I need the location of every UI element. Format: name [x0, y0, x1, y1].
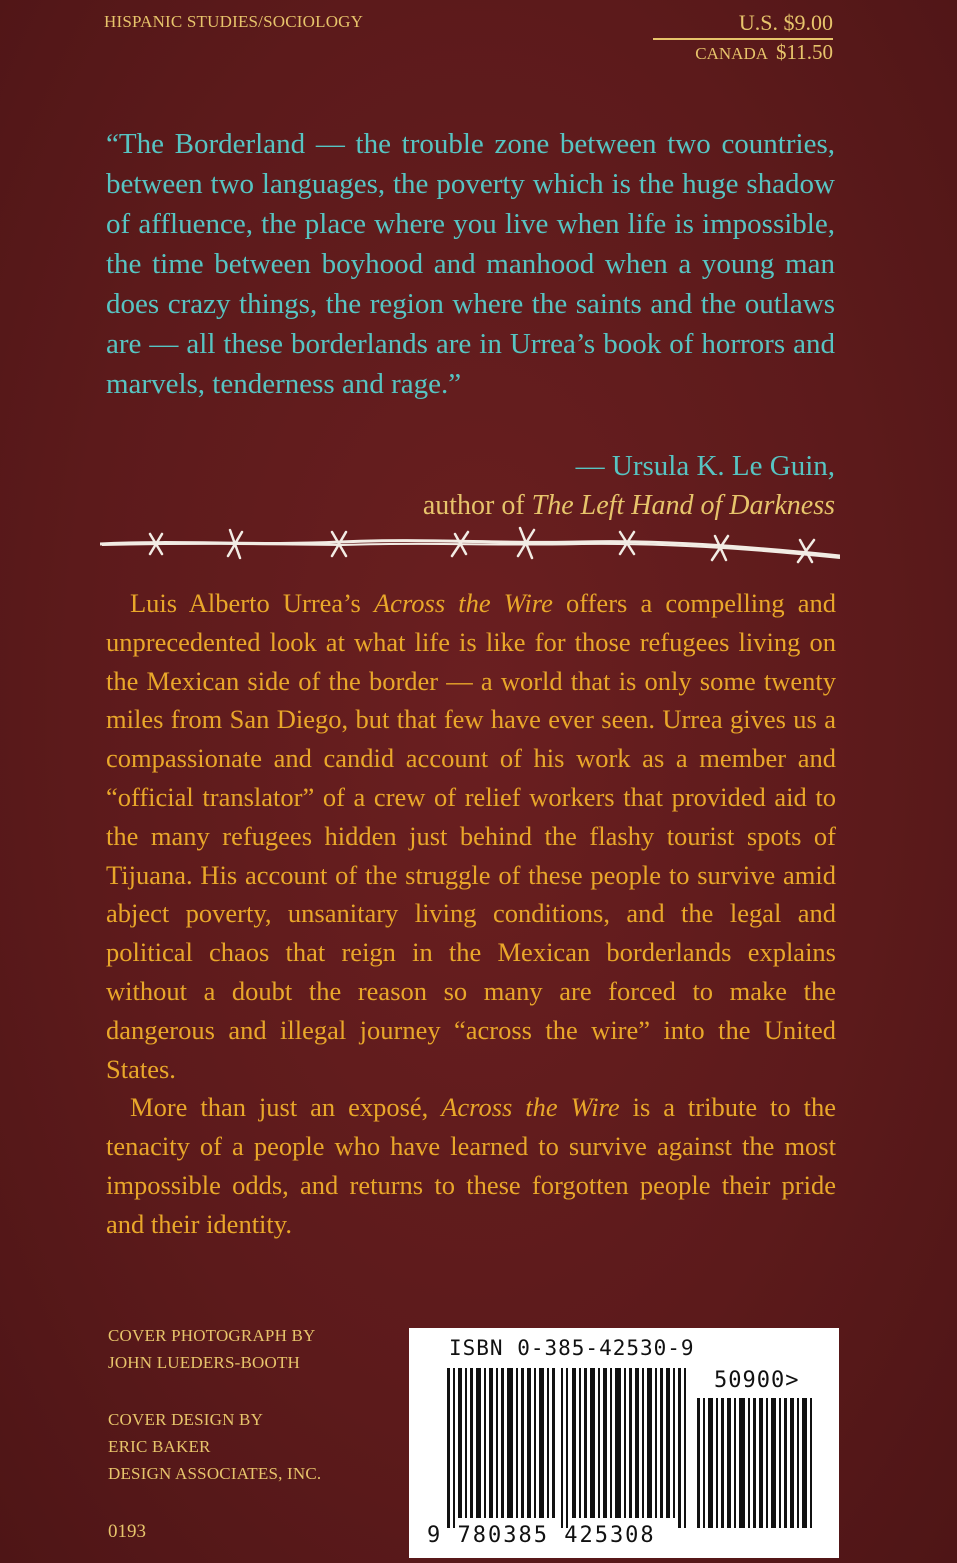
- photo-credit-line-2: JOHN LUEDERS-BOOTH: [108, 1353, 301, 1372]
- quote-author: — Ursula K. Le Guin,: [575, 450, 835, 482]
- isbn-barcode: [409, 1328, 839, 1558]
- price-canada-label: CANADA: [695, 44, 769, 63]
- design-credit-line-3: DESIGN ASSOCIATES, INC.: [108, 1464, 322, 1483]
- quote-credit-title: The Left Hand of Darkness: [531, 490, 835, 521]
- price-canada: [613, 40, 833, 65]
- price-us-label: U.S.: [738, 10, 778, 35]
- description-p2-start: More than just an exposé,: [130, 1092, 429, 1123]
- price-us: [653, 10, 833, 40]
- quote-credit-prefix: author of: [422, 490, 525, 521]
- book-description: [106, 584, 836, 1244]
- price-barcode-bars: [697, 1398, 817, 1528]
- description-paragraph-2: [106, 1088, 836, 1243]
- description-paragraph-1: [106, 584, 836, 1088]
- photo-credit: [108, 1322, 316, 1376]
- review-quote: “The Borderland — the trouble zone between two countries, between two languages, the poverty which is the huge shadow of affluence, the place where you live when life is impossible, the time between boyhood and manhood when a young man does crazy things, the region where the saints and the outlaws are — all these borderlands are in Urrea’s book of horrors and marvels, tenderness and rage.”: [106, 128, 835, 400]
- category-label: HISPANIC STUDIES/SOCIOLOGY: [104, 12, 364, 31]
- catalog-code: 0193: [108, 1521, 146, 1542]
- price-canada-value: $11.50: [776, 40, 833, 64]
- price-code: 50900>: [714, 1368, 800, 1393]
- price-us-value: $9.00: [783, 10, 833, 35]
- isbn-number: ISBN 0-385-42530-9: [449, 1336, 695, 1360]
- design-credit-line-2: ERIC BAKER: [108, 1437, 211, 1456]
- ean-number: 9 780385 425308: [427, 1523, 656, 1548]
- design-credit-line-1: COVER DESIGN BY: [108, 1410, 264, 1429]
- ean-barcode-bars: [447, 1368, 692, 1528]
- description-p2-body: is a tribute to the tenacity of a people who have learned to survive against the most impossible odds, and returns to these forgotten people their pride and their identity.: [106, 1092, 836, 1239]
- design-credit: [108, 1406, 321, 1487]
- description-p1-start: Luis Alberto Urrea’s: [130, 588, 361, 618]
- quote-author-credit: [106, 486, 835, 526]
- description-p1-title: Across the Wire: [374, 588, 553, 618]
- photo-credit-line-1: COVER PHOTOGRAPH BY: [108, 1326, 316, 1345]
- description-p2-title: Across the Wire: [441, 1092, 620, 1123]
- barbed-wire-divider: [100, 522, 840, 566]
- description-p1-body: offers a compelling and unprecedented look at what life is like for those refugees living on the Mexican side of the border — a world that is only some twenty miles from San Diego, but that few have ever seen. Urrea gives us a compassionate and candid account of his work as a member and “official translator” of a crew of relief workers that provided aid to the many refugees hidden just behind the flashy tourist spots of Tijuana. His account of the struggle of these people to survive amid abject poverty, unsanitary living conditions, and the legal and political chaos that reign in the Mexican borderlands explains without a doubt the reason so many are forced to make the dangerous and illegal journey “across the wire” into the United States.: [106, 588, 836, 1084]
